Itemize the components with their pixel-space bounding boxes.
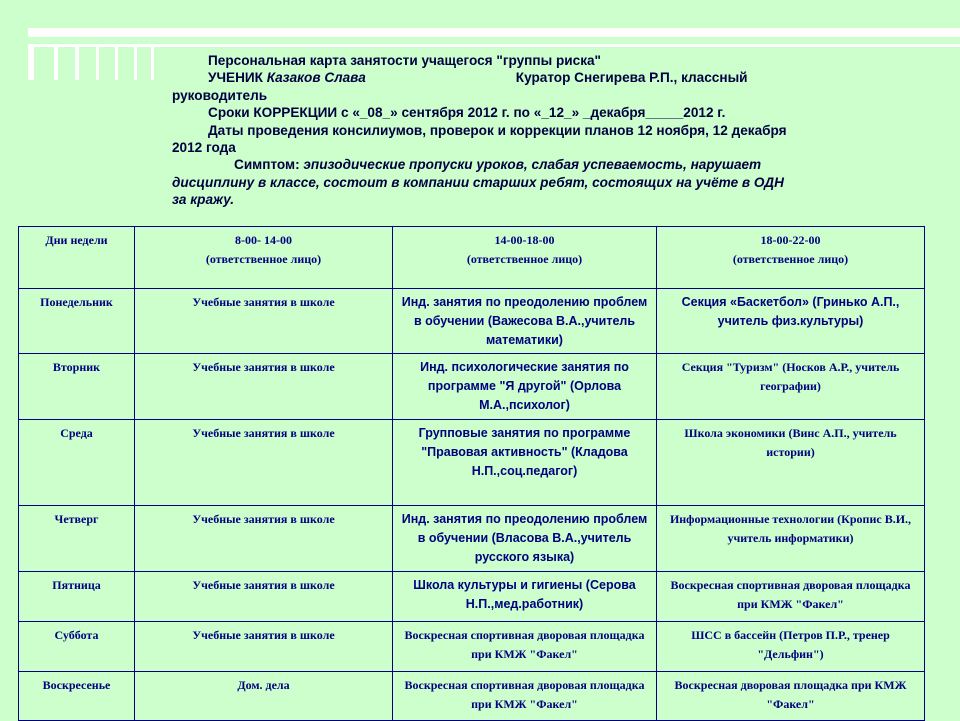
decorative-bar-second [28,44,960,47]
table-row [19,572,925,622]
morning-cell: Учебные занятия в школе [135,289,393,354]
day-cell: Среда [19,420,135,506]
table-row [19,289,925,354]
document-header [172,52,912,209]
decorative-bar-top [28,28,960,37]
decorative-stripe [151,44,154,80]
symptom-label: Симптом: [234,157,300,173]
decorative-stripe [54,44,58,80]
header-morning-sub: (ответственное лицо) [205,252,322,266]
table-row [19,506,925,572]
table-header-row [19,227,925,289]
evening-cell: Информационные технологии (Кропис В.И., учитель информатики) [657,506,925,572]
consilium-dates: Даты проведения консилиумов, проверок и коррекции планов 12 ноября, 12 декабря [208,122,787,138]
student-name: Казаков Слава [266,70,366,86]
evening-cell: Воскресная спортивная дворовая площадка при КМЖ "Факел" [657,572,925,622]
decorative-stripe [134,44,137,80]
header-evening-sub: (ответственное лицо) [732,252,849,266]
afternoon-cell: Групповые занятия по программе "Правовая активность" (Кладова Н.П.,соц.педагог) [393,420,657,506]
afternoon-cell: Инд. занятия по преодолению проблем в обучении (Важесова В.А.,учитель математики) [393,289,657,354]
student-line [172,69,912,86]
afternoon-cell: Школа культуры и гигиены (Серова Н.П.,мед.работник) [393,572,657,622]
student-label: УЧЕНИК [208,70,263,86]
header-days-label: Дни недели [45,233,108,247]
curator-text-cont: руководитель [172,87,268,103]
header-days [19,227,135,289]
schedule-table [18,226,925,721]
header-afternoon [393,227,657,289]
symptom-text-cont: дисциплину в классе, состоит в компании старших ребят, состоящих на учёте в ОДН [172,174,784,190]
table-row [19,622,925,672]
header-evening [657,227,925,289]
day-cell: Пятница [19,572,135,622]
day-cell: Понедельник [19,289,135,354]
decorative-stripe [96,44,99,80]
header-morning [135,227,393,289]
consilium-dates-cont: 2012 года [172,140,236,156]
curator-text: Куратор Снегирева Р.П., классный [515,70,748,86]
afternoon-cell: Воскресная спортивная дворовая площадка при КМЖ "Факел" [393,672,657,721]
morning-cell: Учебные занятия в школе [135,622,393,672]
decorative-stripe [115,44,118,80]
decorative-stripe [28,44,34,80]
evening-cell: ШСС в бассейн (Петров П.Р., тренер "Дельфин") [657,622,925,672]
header-morning-time: 8-00- 14-00 [235,233,292,247]
morning-cell: Учебные занятия в школе [135,354,393,420]
symptom-text: эпизодические пропуски уроков, слабая успеваемость, нарушает [303,157,762,173]
morning-cell: Учебные занятия в школе [135,572,393,622]
evening-cell: Секция «Баскетбол» (Гринько А.П., учитель физ.культуры) [657,289,925,354]
symptom-text-end: за кражу. [172,192,235,208]
header-afternoon-time: 14-00-18-00 [494,233,555,247]
day-cell: Четверг [19,506,135,572]
table-row [19,354,925,420]
afternoon-cell: Воскресная спортивная дворовая площадка при КМЖ "Факел" [393,622,657,672]
evening-cell: Секция "Туризм" (Носков А.Р., учитель географии) [657,354,925,420]
evening-cell: Школа экономики (Винс А.П., учитель истории) [657,420,925,506]
symptom-line [172,156,912,173]
afternoon-cell: Инд. занятия по преодолению проблем в обучении (Власова В.А.,учитель русского языка) [393,506,657,572]
table-row [19,420,925,506]
header-evening-time: 18-00-22-00 [760,233,821,247]
table-row [19,672,925,721]
day-cell: Суббота [19,622,135,672]
decorative-stripe [75,44,79,80]
evening-cell: Воскресная дворовая площадка при КМЖ "Факел" [657,672,925,721]
afternoon-cell: Инд. психологические занятия по программе "Я другой" (Орлова М.А.,психолог) [393,354,657,420]
morning-cell: Дом. дела [135,672,393,721]
header-afternoon-sub: (ответственное лицо) [466,252,583,266]
morning-cell: Учебные занятия в школе [135,420,393,506]
correction-dates: Сроки КОРРЕКЦИИ с «_08_» сентября 2012 г. по «_12_» _декабря_____2012 г. [208,105,726,121]
day-cell: Воскресенье [19,672,135,721]
morning-cell: Учебные занятия в школе [135,506,393,572]
day-cell: Вторник [19,354,135,420]
page-title: Персональная карта занятости учащегося "группы риска" [208,53,602,68]
